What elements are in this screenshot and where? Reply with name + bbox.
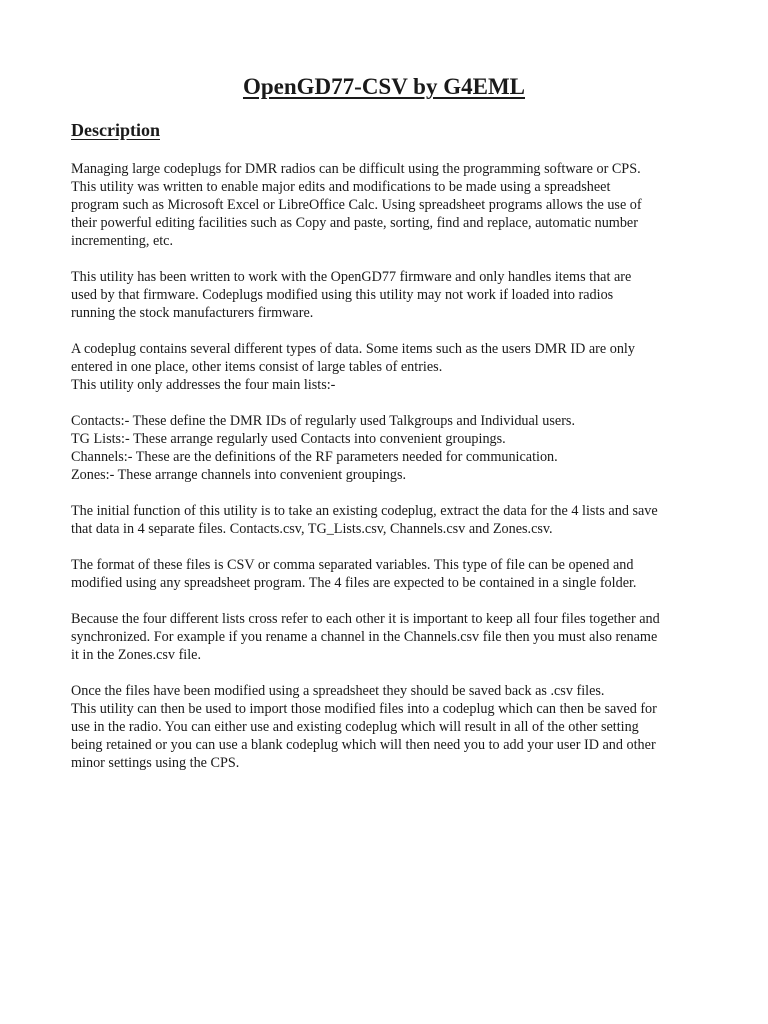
paragraph (71, 340, 711, 394)
paragraph-line: Zones:- These arrange channels into convenient groupings. (71, 467, 407, 483)
paragraph-line: TG Lists:- These arrange regularly used Contacts into convenient groupings. (71, 431, 506, 447)
paragraph-line: incrementing, etc. (71, 233, 174, 249)
paragraph (71, 502, 711, 538)
paragraph (71, 556, 711, 592)
section-heading-description: Description (71, 120, 160, 140)
paragraph-line: program such as Microsoft Excel or LibreOffice Calc. Using spreadsheet programs allows the use of (71, 197, 642, 213)
paragraph-line: their powerful editing facilities such as Copy and paste, sorting, find and replace, automatic number (71, 215, 638, 231)
paragraph-line: being retained or you can use a blank codeplug which will then need you to add your user ID and other (71, 737, 656, 753)
paragraph-line: This utility was written to enable major edits and modifications to be made using a spreadsheet (71, 179, 611, 195)
paragraph-line: minor settings using the CPS. (71, 755, 240, 771)
paragraph-line: it in the Zones.csv file. (71, 647, 202, 663)
paragraph-line: Contacts:- These define the DMR IDs of regularly used Talkgroups and Individual users. (71, 413, 576, 429)
paragraph (71, 268, 711, 322)
document-body (71, 160, 711, 790)
paragraph (71, 412, 711, 484)
paragraph-line: This utility has been written to work with the OpenGD77 firmware and only handles items that are (71, 269, 632, 285)
paragraph-line: Because the four different lists cross refer to each other it is important to keep all four files together and (71, 611, 660, 627)
paragraph-line: The initial function of this utility is to take an existing codeplug, extract the data for the 4 lists and save (71, 503, 658, 519)
paragraph-line: This utility only addresses the four main lists:- (71, 377, 336, 393)
paragraph-line: This utility can then be used to import those modified files into a codeplug which can then be saved for (71, 701, 657, 717)
paragraph-line: modified using any spreadsheet program. The 4 files are expected to be contained in a single folder. (71, 575, 637, 591)
paragraph-line: entered in one place, other items consist of large tables of entries. (71, 359, 443, 375)
paragraph-line: use in the radio. You can either use and existing codeplug which will result in all of the other setting (71, 719, 639, 735)
paragraph-line: Channels:- These are the definitions of the RF parameters needed for communication. (71, 449, 558, 465)
paragraph-line: synchronized. For example if you rename a channel in the Channels.csv file then you must also rename (71, 629, 658, 645)
document-title: OpenGD77-CSV by G4EML (242, 74, 525, 99)
paragraph-line: Managing large codeplugs for DMR radios can be difficult using the programming software or CPS. (71, 161, 641, 177)
paragraph (71, 160, 711, 250)
paragraph-line: used by that firmware. Codeplugs modified using this utility may not work if loaded into radios (71, 287, 614, 303)
paragraph-line: The format of these files is CSV or comma separated variables. This type of file can be opened and (71, 557, 634, 573)
paragraph-line: that data in 4 separate files. Contacts.csv, TG_Lists.csv, Channels.csv and Zones.csv. (71, 521, 553, 537)
paragraph (71, 610, 711, 664)
paragraph (71, 682, 711, 772)
paragraph-line: A codeplug contains several different types of data. Some items such as the users DMR ID are only (71, 341, 635, 357)
paragraph-line: running the stock manufacturers firmware. (71, 305, 314, 321)
paragraph-line: Once the files have been modified using a spreadsheet they should be saved back as .csv files. (71, 683, 605, 699)
